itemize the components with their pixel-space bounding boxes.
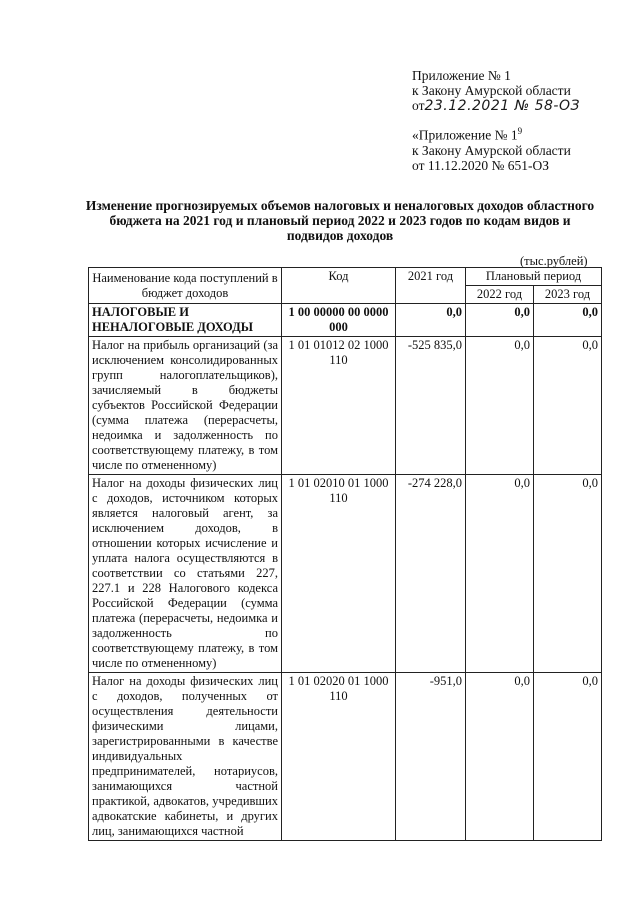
header-2022: 2022 год <box>466 286 534 304</box>
annex-block <box>412 68 622 114</box>
row-code: 1 01 02020 01 1000 110 <box>282 673 396 841</box>
row-2021: -951,0 <box>396 673 466 841</box>
row-2022: 0,0 <box>466 475 534 673</box>
handwritten-date-number: 23.12.2021 № 58-ОЗ <box>424 98 580 114</box>
table-row <box>89 673 602 841</box>
annex-line2: к Закону Амурской области <box>412 83 571 98</box>
annex-ref-line3: от 11.12.2020 № 651-ОЗ <box>412 157 549 173</box>
row-2022: 0,0 <box>466 673 534 841</box>
annex-date-prefix: от <box>412 98 425 113</box>
row-2023: 0,0 <box>534 475 602 673</box>
row-name: Налог на доходы физических лиц с доходов, полученных от осуществления деятельности физическими лицами, зарегистрированными в качестве индивидуальных предпринимателей, нотариусов, занимающихся частной практикой, адвокатов, учредивших адвокатские кабинеты, и других лиц, занимающихся частной <box>89 673 282 841</box>
annex-ref-line2: к Закону Амурской области <box>412 142 571 158</box>
header-planned-period: Плановый период <box>466 268 602 286</box>
annex-ref-superscript: 9 <box>517 126 523 136</box>
document-title: Изменение прогнозируемых объемов налоговых и неналоговых доходов областного бюджета на 2021 год и плановый период 2022 и 2023 годов по кодам видов и подвидов доходов <box>85 198 595 243</box>
annex-line1: Приложение № 1 <box>412 68 511 83</box>
row-name: Налог на прибыль организаций (за исключением консолидированных групп налогоплательщиков), зачисляемый в бюджеты субъектов Российской Федерации (сумма платежа (перерасчеты, недоимка и задолженность по соответствующему платежу, в том числе по отмененному) <box>89 337 282 475</box>
row-2023: 0,0 <box>534 304 602 337</box>
annex-ref-line1: «Приложение № $1^9$ <box>412 126 523 143</box>
header-row <box>89 268 602 286</box>
annex-reference-block <box>412 124 622 173</box>
header-name: Наименование кода поступлений в бюджет доходов <box>89 268 282 304</box>
annex-line3 <box>412 98 622 114</box>
unit-label: (тыс.рублей) <box>520 254 588 268</box>
row-2021: -274 228,0 <box>396 475 466 673</box>
row-2022: 0,0 <box>466 304 534 337</box>
header-2021: 2021 год <box>396 268 466 304</box>
table-row <box>89 304 602 337</box>
table-row <box>89 337 602 475</box>
revenue-table <box>88 267 602 841</box>
header-code: Код <box>282 268 396 304</box>
row-2023: 0,0 <box>534 337 602 475</box>
row-2021: -525 835,0 <box>396 337 466 475</box>
row-name: Налог на доходы физических лиц с доходов, источником которых является налоговый агент, за исключением доходов, в отношении которых исчисление и уплата налога осуществляются в соответствии со статьями 227, 227.1 и 228 Налогового кодекса Российской Федерации (сумма платежа (перерасчеты, недоимка и задолженность по соответствующему платежу, в том числе по отмененному) <box>89 475 282 673</box>
row-2022: 0,0 <box>466 337 534 475</box>
row-code: 1 00 00000 00 0000 000 <box>282 304 396 337</box>
row-2021: 0,0 <box>396 304 466 337</box>
row-2023: 0,0 <box>534 673 602 841</box>
row-name: НАЛОГОВЫЕ И НЕНАЛОГОВЫЕ ДОХОДЫ <box>89 304 282 337</box>
table-row <box>89 475 602 673</box>
row-code: 1 01 01012 02 1000 110 <box>282 337 396 475</box>
row-code: 1 01 02010 01 1000 110 <box>282 475 396 673</box>
header-2023: 2023 год <box>534 286 602 304</box>
